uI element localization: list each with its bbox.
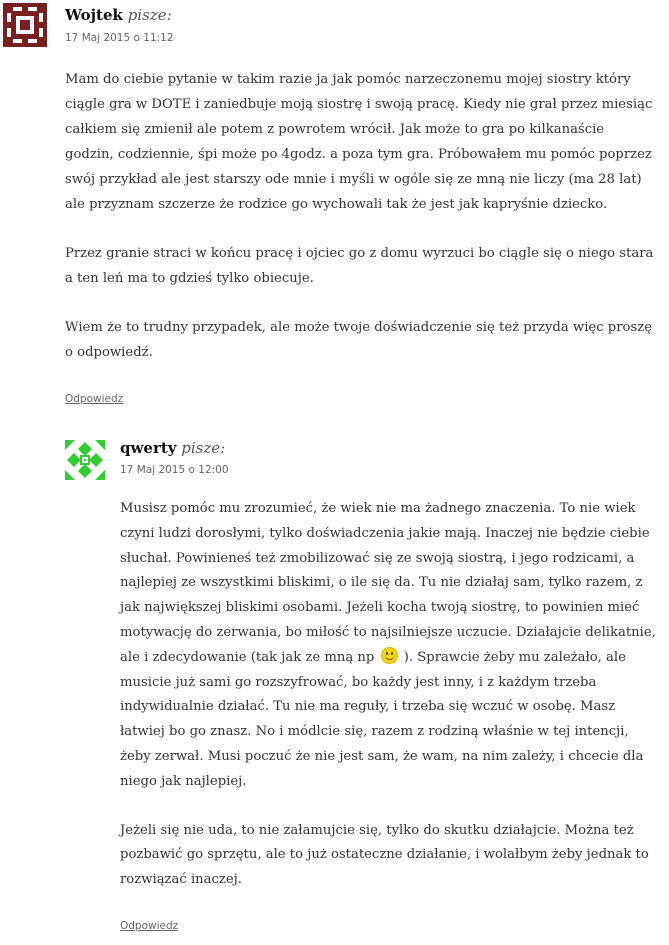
comment-paragraph: Wiem że to trudny przypadek, ale może twoje doświadczenie się też przyda więc proszę o odpowiedź.	[65, 320, 652, 360]
reply-link[interactable]: Odpowiedz	[120, 920, 179, 932]
comment-paragraph	[120, 497, 660, 795]
comment-body	[65, 67, 655, 389]
comment-author-line	[65, 5, 172, 25]
author-name[interactable]: Wojtek	[65, 6, 123, 24]
avatar-identicon-icon	[65, 440, 105, 480]
reply-link[interactable]: Odpowiedz	[65, 393, 124, 405]
comment-author-line	[120, 438, 225, 458]
comment-date[interactable]: 17 Maj 2015 o 12:00	[120, 464, 229, 476]
comment-paragraph: Jeżeli się nie uda, to nie załamujcie się, tylko do skutku działajcie. Można też pozbawić go sprzętu, ale to już ostateczne działanie, i wolałbym żeby jednak to rozwiązać inaczej.	[120, 822, 649, 888]
comment-body	[120, 497, 660, 917]
comment-paragraph: Mam do ciebie pytanie w takim razie ja jak pomóc narzeczonemu mojej siostry który ciągle gra w DOTE i zaniedbuje moją siostrę i swoją pracę. Kiedy nie grał przez miesiąc całkiem się zmienił ale potem z powrotem wrócił. Jak może to gra po kilkanaście godzin, codziennie, śpi może po 4godz. a poza tym gra. Próbowałem mu pomóc poprzez swój przykład ale jest starszy ode mnie i myśli w ogóle się ze mną nie liczy (ma 28 lat) ale przyznam szczerze że rodzice go wychowali tak że jest jak kapryśnie dziecko.	[65, 72, 653, 212]
comment-text: Musisz pomóc mu zrozumieć, że wiek nie ma żadnego znaczenia. To nie wiek czyni ludzi dorosłymi, tylko doświadczenia jakie mają. Inaczej nie będzie ciebie słuchał. Powinieneś też zmobilizować się ze swoją siostrą, i jego rodzicami, a najlepiej ze wszystkimi bliskimi, o ile się da. Tu nie działaj sam, tylko razem, z jak największej bliskimi osobami. Jeżeli kocha twoją siostrę, to powinien mieć motywację do zerwania, bo miłość to najsilniejsze uczucie. Działajcie delikatnie, ale i zdecydowanie (tak jak ze mną np	[120, 501, 656, 665]
author-says: pisze:	[127, 6, 172, 24]
comment-date[interactable]: 17 Maj 2015 o 11:12	[65, 32, 174, 44]
author-says: pisze:	[181, 439, 226, 457]
comment-paragraph: Przez granie straci w końcu pracę i ojciec go z domu wyrzuci bo ciągle się o niego stara a ten leń ma to gdzieś tylko obiecuje.	[65, 246, 654, 286]
avatar-identicon-icon	[3, 3, 47, 47]
author-name[interactable]: qwerty	[120, 439, 177, 457]
smiley-emoji-icon	[381, 647, 398, 664]
comment-text: ). Sprawcie żeby mu zależało, ale musicie już sami go rozszyfrować, bo każdy jest inny, i z każdym trzeba indywidualnie działać. Tu nie ma reguły, i trzeba się wczuć w osobę. Masz łatwiej bo go znasz. No i módlcie się, razem z rodziną właśnie w tej intencji, żeby zerwał. Musi poczuć że nie jest sam, że wam, na nim zależy, i chcecie dla niego jak najlepiej.	[120, 649, 644, 789]
